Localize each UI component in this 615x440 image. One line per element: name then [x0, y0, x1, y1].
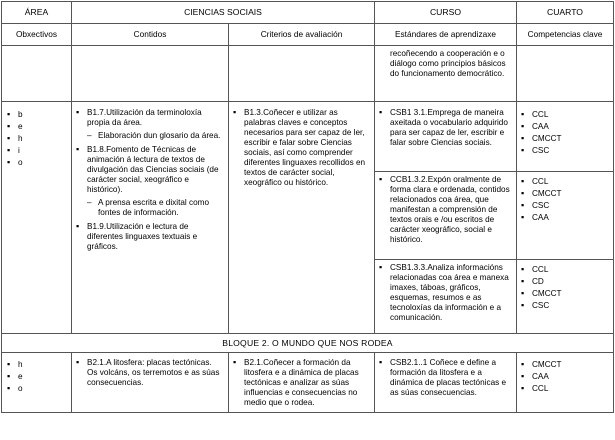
standard-text: ▪ CSB1 3.1.Emprega de maneira axeitada o vocabulario adquirido para ser capaz de ler, escribir e falar sobre Ciencias sociais. — [379, 108, 512, 148]
standard-text: ▪ CCB1.3.2.Expón oralmente de forma clara e ordenada, contidos relacionados coa área, que manifestan a comprensión de textos orais e /ou escritos de carácter xeográfico, social e histórico. — [379, 175, 512, 245]
competence-item: ▪ CMCCT — [521, 360, 609, 370]
objective-item: ▪ e — [7, 372, 67, 382]
content-item: ▪ B2.1.A litosfera: placas tectónicas. Os volcáns, os terremotos e as súas consecuencias. — [76, 358, 224, 388]
curriculum-table — [1, 1, 614, 413]
content-item: ▪ B1.7.Utilización da terminoloxía propia da área. — [76, 108, 224, 128]
competence-item: ▪ CCL — [521, 384, 609, 394]
objective-item: ▪ o — [7, 384, 67, 394]
col-objectives: Obxectivos — [2, 24, 72, 46]
criterion-text: ▪ B1.3.Coñecer e utilizar as palabras claves e conceptos necesarios para ser capaz de ler, escribir e falar sobre Ciencias sociais, así como comprender diferentes linguaxes recollidos en textos de carácter social, xeográfico ou histórico. — [233, 108, 370, 188]
contents-cell — [72, 102, 229, 334]
content-subitem: – Elaboración dun glosario da área. — [76, 131, 224, 141]
competences-list — [521, 265, 609, 311]
competence-item: ▪ CAA — [521, 372, 609, 382]
block-title: BLOQUE 2. O MUNDO QUE NOS RODEA — [2, 334, 614, 353]
competence-item: ▪ CAA — [521, 122, 609, 132]
area-label: ÁREA — [2, 2, 72, 24]
competence-item: ▪ CCL — [521, 110, 609, 120]
col-criteria: Criterios de avaliación — [229, 24, 375, 46]
objective-item: ▪ h — [7, 134, 67, 144]
continued-standard: recoñecendo a cooperación e o diálogo como principios básicos do funcionamento democrático. — [390, 49, 506, 78]
competence-item: ▪ CCL — [521, 265, 609, 275]
standard-text: ▪ CSB2.1..1 Coñece e define a formación da litosfera e a dinámica de placas tectónicas e as súas consecuencias. — [379, 358, 512, 398]
subject-title: CIENCIAS SOCIAIS — [72, 2, 375, 24]
competence-item: ▪ CAA — [521, 213, 609, 223]
objective-item: ▪ h — [7, 360, 67, 370]
objectives-list — [7, 360, 67, 394]
competence-item: ▪ CCL — [521, 177, 609, 187]
col-standards: Estándares de aprendizaxe — [375, 24, 517, 46]
competences-list — [521, 360, 609, 394]
content-item: ▪ B1.8.Fomento de Técnicas de animación á lectura de textos de divulgación das Ciencias sociais (de carácter social, xeográfico e histórico). — [76, 145, 224, 195]
competence-item: ▪ CMCCT — [521, 189, 609, 199]
standard-text: ▪ CSB1.3.3.Analiza informacións relacionadas coa área e manexa imaxes, táboas, gráficos, esquemas, resumos e as tecnoloxías da información e a comunicación. — [379, 263, 512, 323]
criterion-text: ▪ B2.1.Coñecer a formación da litosfera e a dinámica de placas tectónicas e analizar as súas influencias e consecuencias no medio que o rodea. — [233, 358, 370, 408]
competences-list — [521, 110, 609, 156]
course-value: CUARTO — [517, 2, 614, 24]
objectives-list — [7, 110, 67, 168]
table-row — [2, 102, 614, 172]
competence-item: ▪ CSC — [521, 201, 609, 211]
objective-item: ▪ o — [7, 158, 67, 168]
col-contents: Contidos — [72, 24, 229, 46]
continuation-row — [2, 46, 614, 102]
competence-item: ▪ CMCCT — [521, 289, 609, 299]
objective-item: ▪ i — [7, 146, 67, 156]
objective-item: ▪ b — [7, 110, 67, 120]
competence-item: ▪ CSC — [521, 301, 609, 311]
content-item: ▪ B1.9.Utilización e lectura de diferentes linguaxes textuais e gráficos. — [76, 222, 224, 252]
table-row — [2, 353, 614, 413]
content-subitem: – A prensa escrita e dixital como fontes de información. — [76, 198, 224, 218]
competence-item: ▪ CD — [521, 277, 609, 287]
competence-item: ▪ CMCCT — [521, 134, 609, 144]
course-label: CURSO — [375, 2, 517, 24]
col-competences: Competencias clave — [517, 24, 614, 46]
competences-list — [521, 177, 609, 223]
objective-item: ▪ e — [7, 122, 67, 132]
competence-item: ▪ CSC — [521, 146, 609, 156]
